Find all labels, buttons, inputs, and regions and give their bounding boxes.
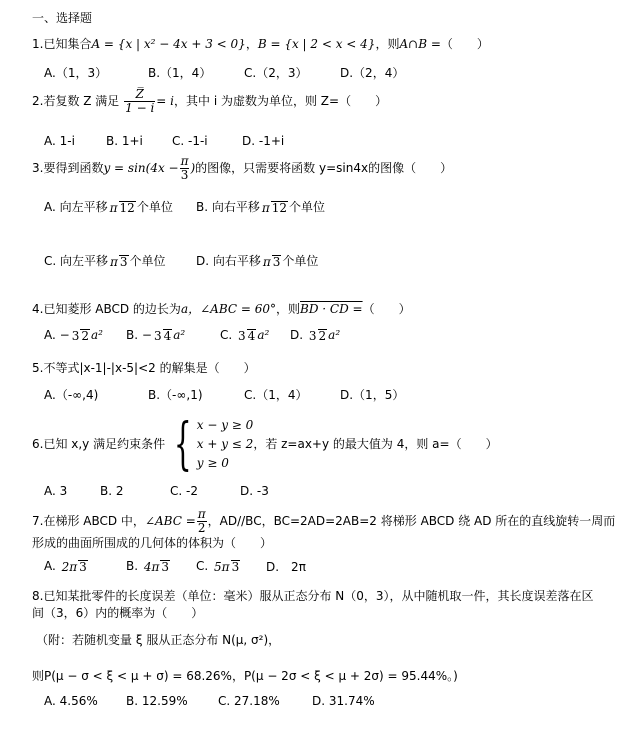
question-7-options (44, 558, 306, 575)
question-5-stem: 5.不等式|x-1|-|x-5|<2 的解集是（ ） (32, 361, 256, 375)
q4-d-num: 3 (308, 328, 317, 343)
q4-c-frac (237, 329, 256, 343)
q3-opt-c-frac (109, 255, 129, 269)
q4-c-label: C. (220, 328, 233, 342)
q3-opt-c-den: 3 (119, 254, 128, 269)
q3-opt-b-unit: 个单位 (289, 200, 326, 214)
q4-b-label: B. (126, 328, 139, 342)
q7-a-den: 3 (79, 559, 87, 574)
q4-c-den: 4 (247, 328, 256, 343)
q4-angle: ，∠ABC = 60° (188, 302, 276, 316)
q3-opt-c-unit: 个单位 (129, 254, 166, 268)
q4-d-var: a² (328, 328, 341, 342)
section-heading: 一、选择题 (32, 11, 93, 25)
q3-opt-b-num: π (261, 200, 270, 215)
q7-b-num: 4π (143, 559, 160, 574)
q4-option-c[interactable] (220, 328, 290, 343)
q3-opt-a-frac (109, 201, 136, 215)
q4-ask: ，则 (276, 302, 301, 316)
q4-side: a (180, 302, 189, 316)
q4-a-var: a² (90, 328, 103, 342)
q3-func-a: y = sin(4x − (103, 161, 179, 175)
q7-a-num: 2π (61, 559, 78, 574)
q7-option-d[interactable]: D. 2π (266, 560, 306, 574)
q5-option-c[interactable]: C.（1，4） (244, 388, 308, 402)
q3-opt-c-text: C. 向左平移 (44, 254, 109, 268)
q7-rest: ，AD//BC，BC=2AD=2AB=2 将梯形 ABCD 绕 AD 所在的直线旋转一周而 (207, 514, 616, 528)
q7-b-den: 3 (161, 559, 170, 574)
q3-opt-a-den: 12 (119, 200, 135, 215)
question-5-options (44, 386, 404, 403)
q3-fraction (180, 155, 190, 182)
q8-option-d[interactable]: D. 31.74% (312, 694, 375, 708)
q3-opt-a-unit: 个单位 (136, 200, 173, 214)
q7-option-c[interactable] (196, 559, 266, 574)
question-1-options (44, 64, 404, 81)
q3-prefix: 3.要得到函数 (32, 161, 104, 175)
q4-end: （ ） (362, 302, 411, 316)
q4-b-sign: − (141, 328, 152, 342)
q2-option-b[interactable]: B. 1+i (106, 134, 143, 148)
q6-constraint-2: x + y ≤ 2 (196, 437, 254, 451)
q6-option-b[interactable]: B. 2 (100, 484, 124, 498)
q1-set-b: B = {x | 2 < x < 4} (257, 37, 376, 51)
q3-opt-d-num: π (262, 254, 271, 269)
q2-option-c[interactable]: C. -1-i (172, 134, 208, 148)
q4-b-frac (153, 329, 172, 343)
q2-option-a[interactable]: A. 1-i (44, 134, 75, 148)
q1-sep: ， (245, 37, 258, 51)
question-3-stem (32, 155, 452, 182)
q1-end: （ ） (440, 37, 489, 51)
q3-opt-c-num: π (110, 254, 118, 269)
q2-rest: ，其中 i 为虚数为单位，则 Z=（ ） (174, 94, 388, 108)
q5-option-b[interactable]: B.（-∞,1) (148, 388, 203, 402)
q2-numerator: Z̅ (135, 87, 144, 101)
q8-option-c[interactable]: C. 27.18% (218, 694, 280, 708)
q3-options-row-1 (44, 198, 325, 215)
q7-b-frac (143, 560, 170, 574)
q3-opt-d-den: 3 (272, 254, 281, 269)
question-7-stem (32, 508, 615, 535)
q3-opt-d-frac (262, 255, 282, 269)
q7-c-label: C. (196, 559, 209, 573)
q4-a-sign: − (59, 328, 70, 342)
q5-option-d[interactable]: D.（1，5） (340, 388, 405, 402)
q7-frac-den: 2 (197, 521, 206, 535)
q1-option-a[interactable]: A.（1，3） (44, 66, 108, 80)
q3-frac-num: π (180, 154, 189, 168)
question-4-stem (32, 301, 411, 317)
q2-eq: = i (156, 94, 175, 108)
q2-option-d[interactable]: D. -1+i (242, 134, 285, 148)
q7-b-label: B. (126, 559, 139, 573)
q4-a-num: 3 (71, 328, 80, 343)
q7-c-num: 5π (214, 559, 230, 574)
q7-fraction (197, 508, 207, 535)
q4-d-den: 2 (318, 328, 327, 343)
q4-option-a[interactable] (44, 328, 126, 343)
q4-c-num: 3 (238, 328, 246, 343)
q4-a-label: A. (44, 328, 56, 342)
q6-rest: ，若 z=ax+y 的最大值为 4，则 a=（ ） (253, 437, 498, 451)
q3-frac-den: 3 (180, 168, 189, 182)
q1-option-d[interactable]: D.（2，4） (340, 66, 405, 80)
q7-option-a[interactable] (44, 559, 126, 574)
q7-c-den: 3 (231, 559, 240, 574)
q3-opt-a-num: π (109, 200, 118, 215)
q6-brace: { (174, 411, 192, 477)
q7-angle: ∠ABC = (144, 514, 196, 528)
q3-opt-d-text: D. 向右平移 (196, 254, 261, 268)
question-8-options (44, 694, 375, 708)
question-8-line-1: 8.已知某批零件的长度误差（单位：毫米）服从正态分布 N（0，3），从中随机取一件，其长度误差落在区 (32, 589, 594, 603)
q7-a-label: A. (44, 559, 56, 573)
question-6-stem (32, 411, 498, 477)
q6-option-c[interactable]: C. -2 (170, 484, 198, 498)
q4-dot-product: BD · CD = (300, 302, 363, 316)
q3-option-a[interactable] (44, 198, 196, 215)
q4-c-var: a² (257, 328, 270, 342)
q3-opt-b-den: 12 (271, 200, 288, 215)
question-6-options (44, 484, 269, 498)
question-8-note: （附：若随机变量 ξ 服从正态分布 N(μ, σ²)， (36, 633, 281, 647)
q6-option-d[interactable]: D. -3 (240, 484, 269, 498)
q3-option-b[interactable] (196, 198, 325, 215)
question-7-line-2: 形成的曲面所围成的几何体的体积为（ ） (32, 536, 273, 550)
question-8-line-2: 间（3，6）内的概率为（ ） (32, 606, 204, 620)
q3-opt-b-text: B. 向右平移 (196, 200, 260, 214)
q4-option-b[interactable] (126, 328, 220, 343)
q6-constraint-system (165, 411, 254, 477)
q3-rest: 的图像，只需要将函数 y=sin4x的图像（ ） (195, 161, 453, 175)
q6-prefix: 6.已知 x,y 满足约束条件 (32, 437, 166, 451)
q6-constraint-1: x − y ≥ 0 (196, 418, 254, 432)
question-2-stem (32, 88, 387, 115)
q3-opt-d-unit: 个单位 (282, 254, 319, 268)
q1-expr: A∩B = (399, 37, 441, 51)
q3-func-b: ) (190, 161, 196, 175)
q4-a-den: 2 (81, 328, 89, 343)
q4-b-den: 4 (163, 328, 172, 343)
q4-a-frac (71, 329, 90, 343)
q3-options-row-2 (44, 252, 318, 269)
q1-option-b[interactable]: B.（1，4） (148, 66, 212, 80)
q5-option-a[interactable]: A.（-∞,4) (44, 388, 99, 402)
question-8-probabilities: 则P(μ − σ < ξ < μ + σ) = 68.26%，P(μ − 2σ < ξ < μ + 2σ) = 95.44%。) (32, 669, 458, 683)
question-1-stem (32, 36, 489, 52)
q8-option-b[interactable]: B. 12.59% (126, 694, 188, 708)
q4-b-num: 3 (153, 328, 162, 343)
q3-option-c[interactable] (44, 252, 196, 269)
q7-frac-num: π (197, 507, 206, 521)
q1-ask: ，则 (375, 37, 400, 51)
q1-set-a: A = {x | x² − 4x + 3 < 0} (91, 37, 246, 51)
q4-d-frac (308, 329, 327, 343)
q2-prefix: 2.若复数 Z 满足 (32, 94, 120, 108)
q7-a-frac (61, 560, 88, 574)
q4-b-var: a² (173, 328, 186, 342)
q3-opt-b-frac (261, 201, 288, 215)
q4-option-d[interactable] (290, 328, 340, 343)
q4-d-label: D. (290, 328, 304, 342)
q2-denominator: 1 − i (125, 101, 155, 115)
q2-fraction (124, 88, 155, 115)
q6-constraint-3: y ≥ 0 (196, 456, 229, 470)
question-4-options (44, 328, 340, 343)
q3-opt-a-text: A. 向左平移 (44, 200, 108, 214)
q3-option-d[interactable] (196, 252, 318, 269)
q6-option-a[interactable]: A. 3 (44, 484, 68, 498)
question-2-options (44, 134, 284, 148)
q7-c-frac (213, 560, 240, 574)
q7-prefix: 7.在梯形 ABCD 中， (32, 514, 145, 528)
q1-option-c[interactable]: C.（2，3） (244, 66, 308, 80)
q4-prefix: 4.已知菱形 ABCD 的边长为 (32, 302, 181, 316)
q8-option-a[interactable]: A. 4.56% (44, 694, 98, 708)
q7-option-b[interactable] (126, 559, 196, 574)
q1-prefix: 1.已知集合 (32, 37, 92, 51)
